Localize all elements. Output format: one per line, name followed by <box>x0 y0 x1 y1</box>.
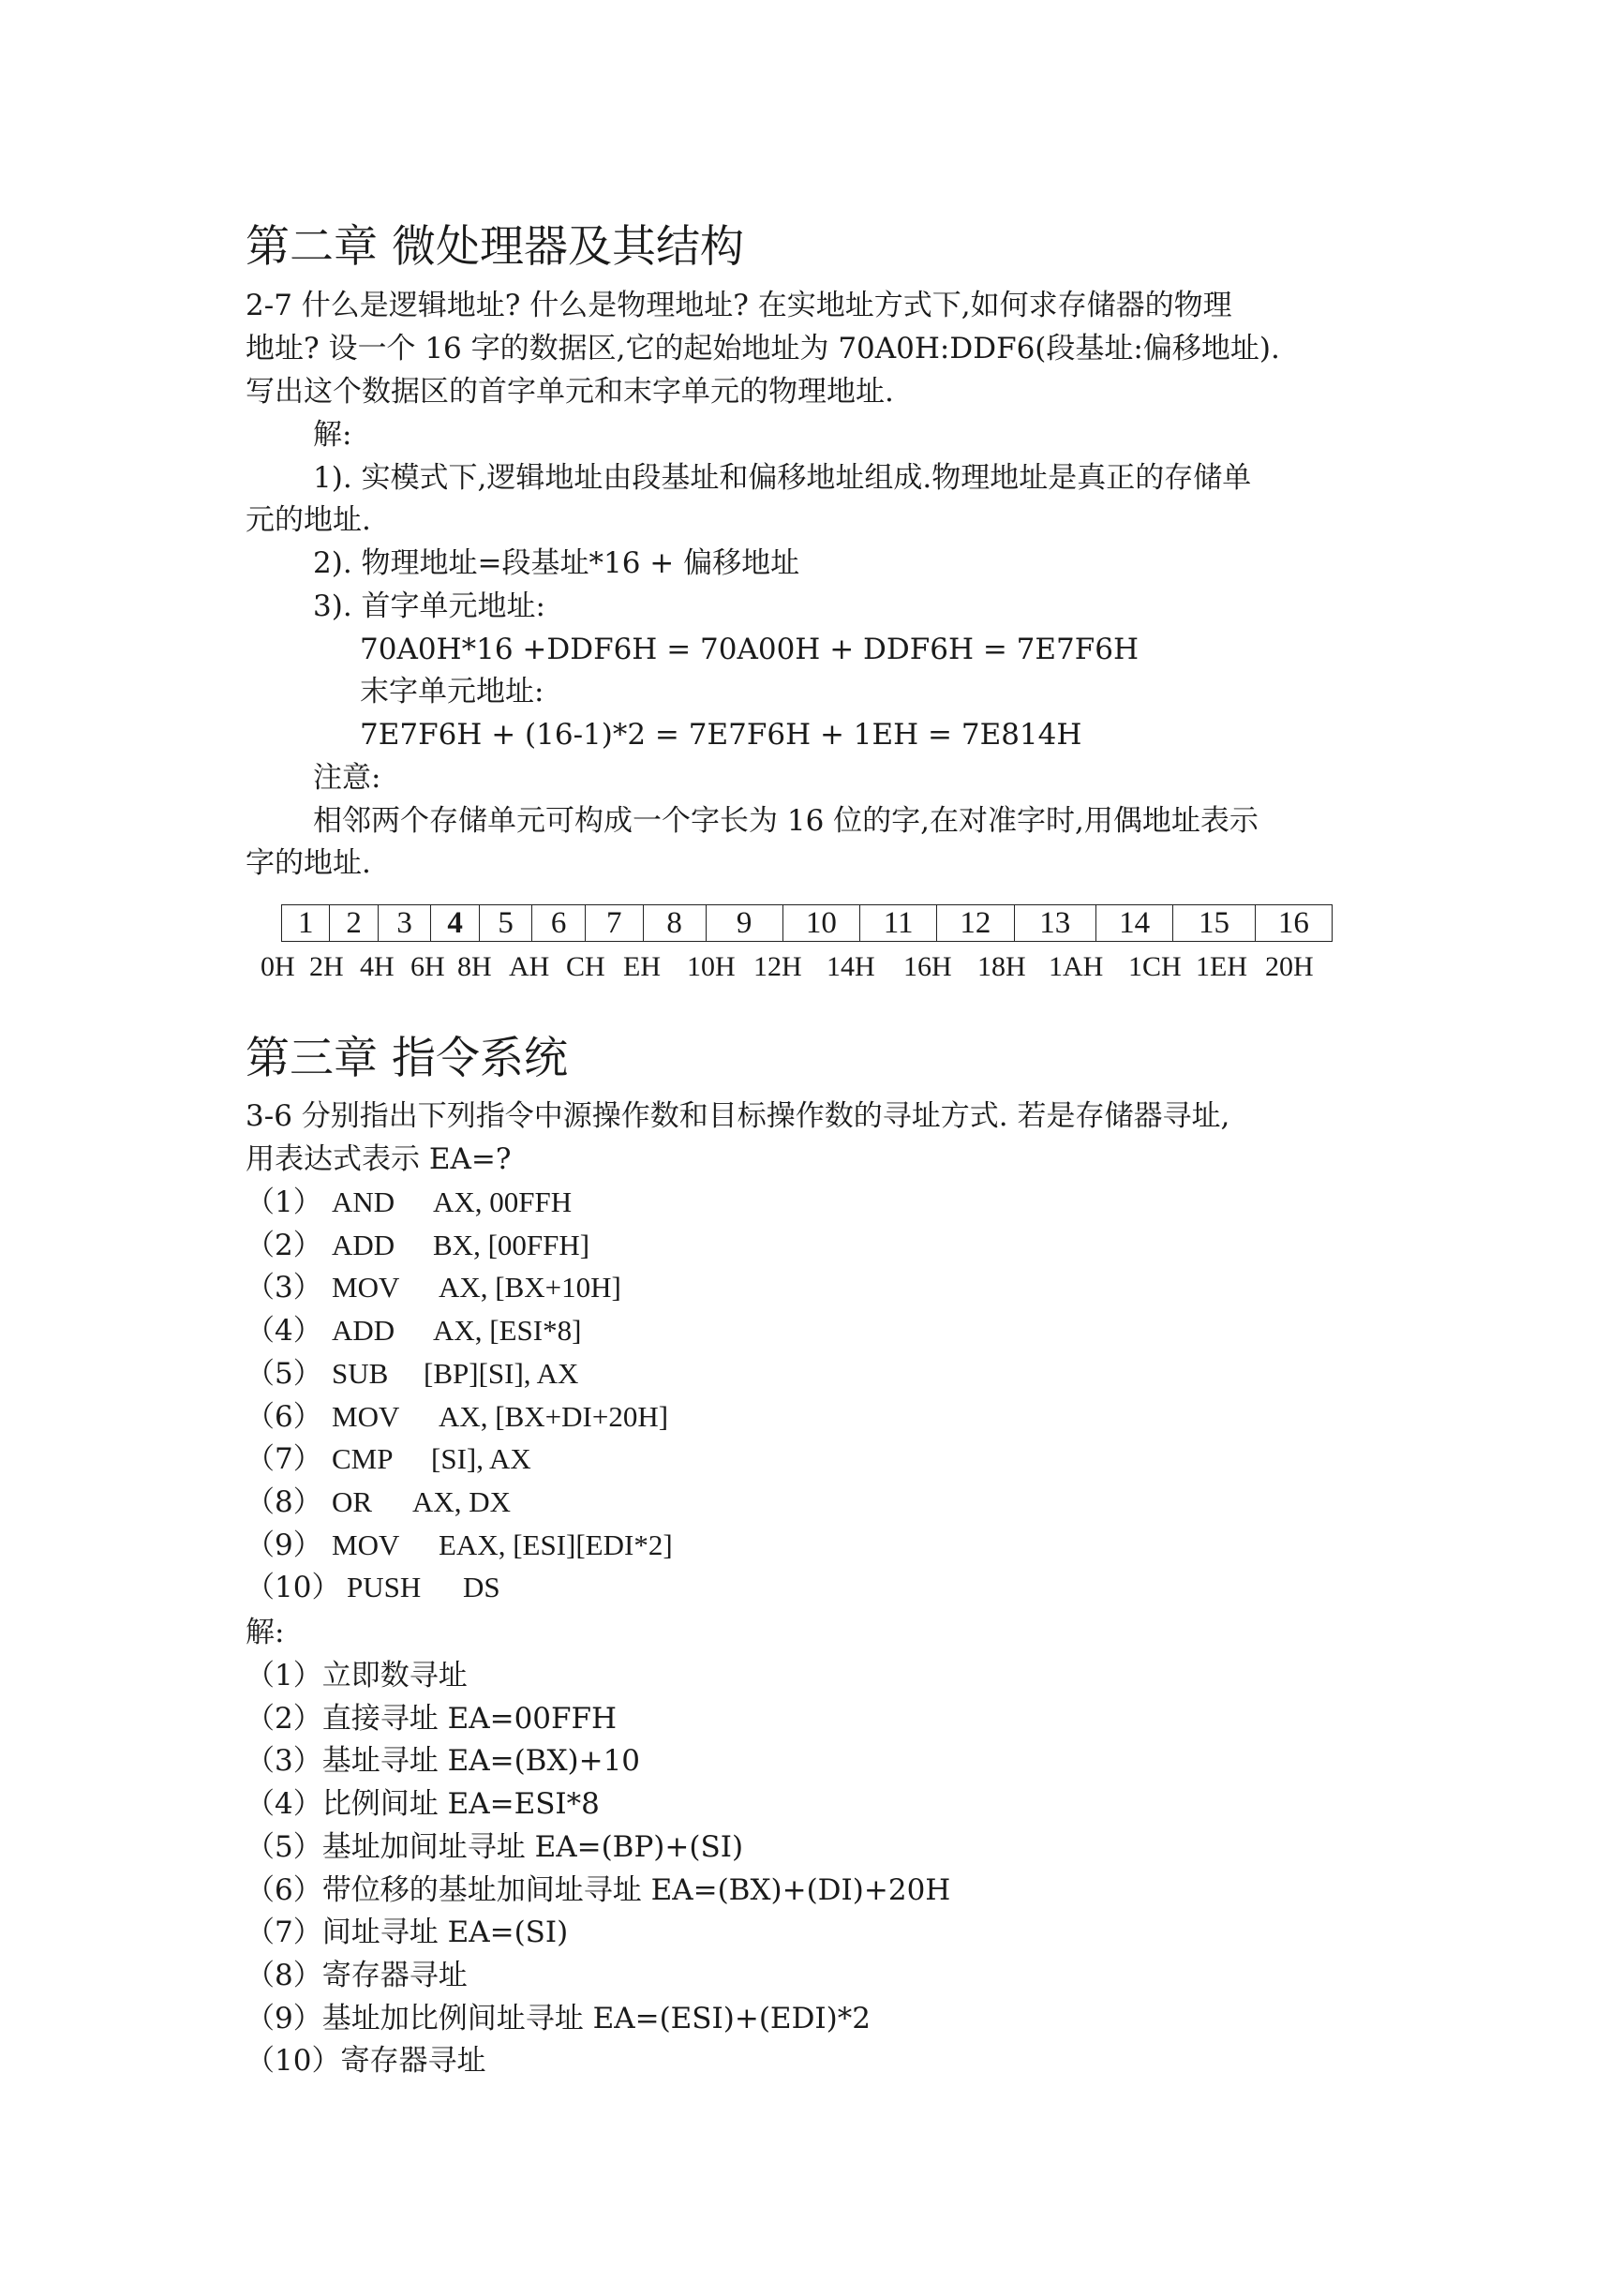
word-cell: 8 <box>643 905 706 942</box>
address-label: 8H <box>457 951 492 982</box>
instruction-opcode: OR <box>332 1484 373 1518</box>
last-word-calculation: 7E7F6H + (16-1)*2 = 7E7F6H + 1EH = 7E814H <box>360 718 1082 752</box>
answer-line: （4）比例间址 EA=ESI*8 <box>246 1787 600 1822</box>
question-3-6-line2: 用表达式表示 EA=? <box>246 1142 512 1176</box>
address-label: AH <box>509 951 550 982</box>
solution-step3: 3). 首字单元地址: <box>313 589 545 623</box>
answer-line: （1）立即数寻址 <box>246 1659 468 1692</box>
word-cell: 7 <box>585 905 643 942</box>
address-label: 16H <box>903 951 952 982</box>
word-row <box>282 905 1333 942</box>
instruction-number: （1） <box>246 1185 322 1219</box>
instruction-number: （9） <box>246 1528 322 1562</box>
instruction-number: （3） <box>246 1271 322 1305</box>
address-label: 1CH <box>1128 951 1182 982</box>
address-label: EH <box>623 951 661 982</box>
word-cell: 15 <box>1173 905 1255 942</box>
address-label: CH <box>566 951 605 982</box>
word-cell: 5 <box>479 905 532 942</box>
instruction-operands: [BP][SI], AX <box>424 1356 579 1390</box>
instruction-number: （5） <box>246 1356 322 1391</box>
question-3-6-line1: 3-6 分别指出下列指令中源操作数和目标操作数的寻址方式. 若是存储器寻址, <box>246 1099 1230 1133</box>
instruction-operands: AX, [ESI*8] <box>433 1314 582 1348</box>
instruction-opcode: SUB <box>332 1356 389 1390</box>
instruction-operands: AX, DX <box>412 1484 512 1518</box>
chapter2-title: 第二章 微处理器及其结构 <box>246 221 744 273</box>
instruction-opcode: PUSH <box>347 1571 422 1604</box>
instruction-operands: DS <box>463 1571 500 1604</box>
word-cell: 6 <box>532 905 586 942</box>
instruction-number: （7） <box>246 1442 322 1477</box>
word-cell: 11 <box>860 905 937 942</box>
word-cell: 12 <box>937 905 1014 942</box>
answer-line: （9）基址加比例间址寻址 EA=(ESI)+(EDI)*2 <box>246 2001 871 2035</box>
word-cell: 13 <box>1014 905 1095 942</box>
address-label: 10H <box>687 951 736 982</box>
instruction-number: （4） <box>246 1314 322 1349</box>
last-word-label: 末字单元地址: <box>360 675 544 708</box>
answer-line: （5）基址加间址寻址 EA=(BP)+(SI) <box>246 1829 744 1864</box>
instruction-operands: AX, [BX+10H] <box>439 1271 621 1305</box>
answer-line: （3）基址寻址 EA=(BX)+10 <box>246 1744 641 1779</box>
solution-step2: 2). 物理地址=段基址*16 + 偏移地址 <box>313 546 800 580</box>
word-cell: 2 <box>330 905 378 942</box>
instruction-number: （2） <box>246 1228 322 1262</box>
address-label: 4H <box>360 951 395 982</box>
address-label: 1EH <box>1196 951 1247 982</box>
question-2-7-line3: 写出这个数据区的首字单元和末字单元的物理地址. <box>246 375 894 409</box>
word-cell: 14 <box>1095 905 1172 942</box>
answer-line: （10）寄存器寻址 <box>246 2044 486 2079</box>
word-cell: 16 <box>1255 905 1332 942</box>
instruction-opcode: CMP <box>332 1442 394 1476</box>
answer-line: （2）直接寻址 EA=00FFH <box>246 1701 618 1736</box>
address-label: 0H <box>261 951 295 982</box>
solution-step1-line1: 1). 实模式下,逻辑地址由段基址和偏移地址组成.物理地址是真正的存储单 <box>313 461 1252 495</box>
word-cell: 3 <box>378 905 431 942</box>
note-line1: 相邻两个存储单元可构成一个字长为 16 位的字,在对准字时,用偶地址表示 <box>313 804 1259 838</box>
instruction-number: （8） <box>246 1484 322 1519</box>
instruction-operands: [SI], AX <box>431 1442 531 1476</box>
address-label: 18H <box>977 951 1026 982</box>
solution-label: 解: <box>313 418 352 452</box>
address-label: 14H <box>827 951 875 982</box>
word-memory-table <box>281 904 1333 942</box>
instruction-opcode: ADD <box>332 1314 395 1348</box>
address-label: 6H <box>410 951 445 982</box>
solution-step1-line2: 元的地址. <box>246 503 371 537</box>
instruction-operands: AX, 00FFH <box>433 1185 573 1218</box>
word-cell: 1 <box>282 905 330 942</box>
instruction-opcode: ADD <box>332 1228 395 1261</box>
instruction-operands: EAX, [ESI][EDI*2] <box>439 1528 673 1561</box>
instruction-operands: BX, [00FFH] <box>433 1228 590 1261</box>
note-line2: 字的地址. <box>246 846 371 880</box>
chapter3-title: 第三章 指令系统 <box>246 1033 568 1084</box>
note-label: 注意: <box>313 761 381 795</box>
instruction-opcode: MOV <box>332 1399 400 1433</box>
word-cell: 10 <box>782 905 859 942</box>
instruction-opcode: AND <box>332 1185 395 1218</box>
instruction-opcode: MOV <box>332 1528 400 1561</box>
address-label: 20H <box>1265 951 1314 982</box>
question-2-7-line1: 2-7 什么是逻辑地址? 什么是物理地址? 在实地址方式下,如何求存储器的物理 <box>246 289 1232 322</box>
word-cell: 4 <box>431 905 479 942</box>
answer-line: （6）带位移的基址加间址寻址 EA=(BX)+(DI)+20H <box>246 1872 951 1907</box>
word-cell: 9 <box>706 905 782 942</box>
address-label: 12H <box>753 951 802 982</box>
instruction-number: （10） <box>246 1571 341 1605</box>
instruction-operands: AX, [BX+DI+20H] <box>439 1399 669 1433</box>
address-label: 1AH <box>1049 951 1104 982</box>
first-word-calculation: 70A0H*16 +DDF6H = 70A00H + DDF6H = 7E7F6H <box>360 633 1140 666</box>
address-label: 2H <box>309 951 344 982</box>
solution-3-6-label: 解: <box>246 1616 285 1649</box>
answer-line: （8）寄存器寻址 <box>246 1958 468 1992</box>
question-2-7-line2: 地址? 设一个 16 字的数据区,它的起始地址为 70A0H:DDF6(段基址:偏移地址). <box>246 332 1280 365</box>
instruction-number: （6） <box>246 1399 322 1434</box>
instruction-opcode: MOV <box>332 1271 400 1305</box>
answer-line: （7）间址寻址 EA=(SI) <box>246 1916 569 1950</box>
